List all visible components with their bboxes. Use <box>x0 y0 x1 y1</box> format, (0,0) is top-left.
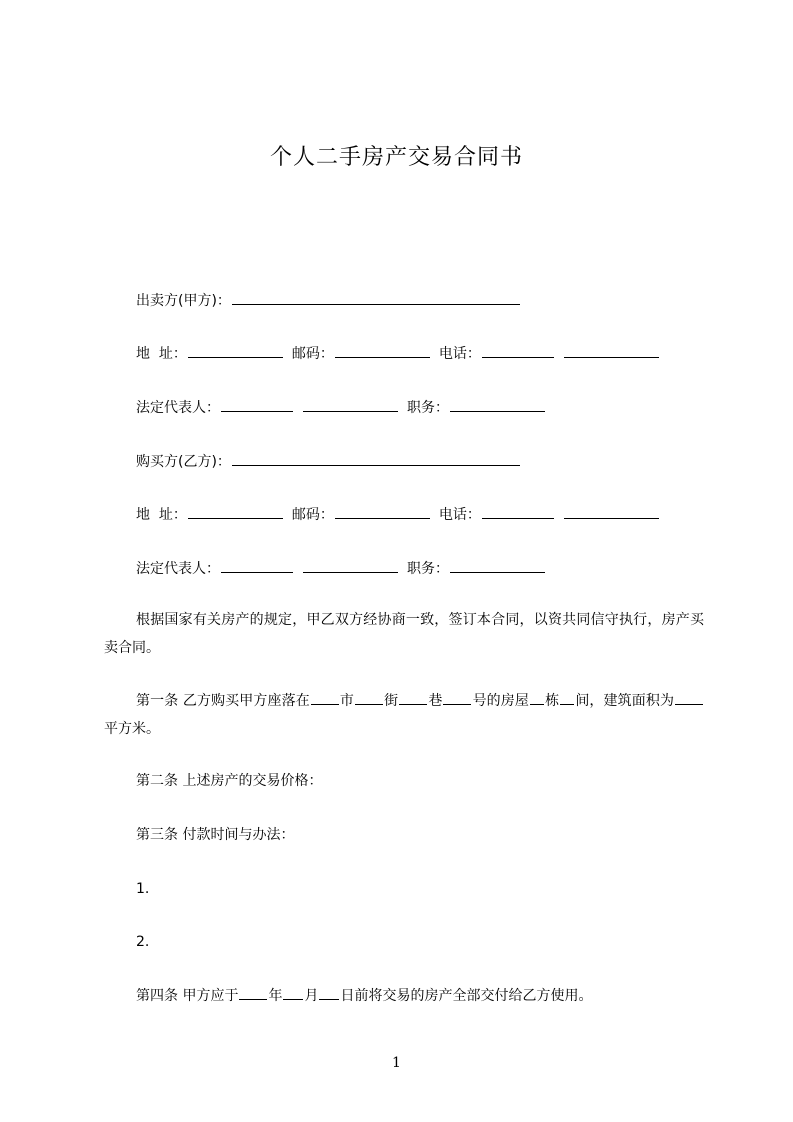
seller-name-line <box>136 291 521 311</box>
page-number: 1 <box>392 1055 401 1071</box>
seller-address-blank[interactable] <box>188 344 283 358</box>
buyer-address-label: 地 址： <box>136 507 187 523</box>
seller-postcode-label: 邮码： <box>291 346 334 362</box>
year-blank[interactable] <box>239 986 267 1000</box>
buyer-rep-blank[interactable] <box>221 559 293 573</box>
lane-blank[interactable] <box>399 691 427 705</box>
seller-label: 出卖方(甲方)： <box>136 293 231 309</box>
seller-phone-blank-2[interactable] <box>564 344 659 358</box>
seller-rep-line <box>136 398 546 418</box>
document-title: 个人二手房产交易合同书 <box>269 145 523 170</box>
seller-position-label: 职务： <box>407 400 449 416</box>
seller-rep-blank-2[interactable] <box>303 398 398 412</box>
article-4-text-2: 年 <box>268 988 283 1004</box>
article-1-text-2: 市 <box>339 693 355 709</box>
article-1-text-5: 号的房屋 <box>472 693 529 709</box>
city-blank[interactable] <box>311 691 339 705</box>
seller-name-blank[interactable] <box>232 291 520 305</box>
buyer-rep-label: 法定代表人： <box>136 561 220 577</box>
buyer-rep-blank-2[interactable] <box>303 559 398 573</box>
payment-item-1: 1. <box>136 881 150 897</box>
article-1-text-6: 栋 <box>545 693 560 709</box>
article-1-text-9: 平方米。 <box>104 721 160 737</box>
seller-rep-label: 法定代表人： <box>136 400 220 416</box>
article-4-text-4: 日前将交易的房产全部交付给乙方使用。 <box>340 988 593 1004</box>
buyer-postcode-blank[interactable] <box>335 505 430 519</box>
seller-postcode-blank[interactable] <box>335 344 430 358</box>
seller-position-blank[interactable] <box>450 398 545 412</box>
seller-phone-label: 电话： <box>438 346 481 362</box>
seller-phone-blank[interactable] <box>482 344 554 358</box>
buyer-position-label: 职务： <box>407 561 449 577</box>
room-blank[interactable] <box>560 691 574 705</box>
day-blank[interactable] <box>319 986 339 1000</box>
buyer-address-line <box>136 505 660 525</box>
article-4-text-1: 第四条 甲方应于 <box>136 988 239 1004</box>
article-1 <box>104 687 704 743</box>
area-blank[interactable] <box>675 691 703 705</box>
buyer-phone-blank[interactable] <box>482 505 554 519</box>
seller-address-label: 地 址： <box>136 346 187 362</box>
article-1-text-7: 间，建筑 <box>575 693 632 709</box>
month-blank[interactable] <box>283 986 303 1000</box>
number-blank[interactable] <box>443 691 471 705</box>
article-4 <box>136 986 592 1006</box>
buyer-rep-line <box>136 559 546 579</box>
buyer-address-blank[interactable] <box>188 505 283 519</box>
article-2: 第二条 上述房产的交易价格： <box>136 773 323 789</box>
building-blank[interactable] <box>530 691 544 705</box>
buyer-position-blank[interactable] <box>450 559 545 573</box>
seller-rep-blank[interactable] <box>221 398 293 412</box>
buyer-phone-blank-2[interactable] <box>564 505 659 519</box>
article-4-text-3: 月 <box>304 988 319 1004</box>
seller-address-line <box>136 344 660 364</box>
payment-item-2: 2. <box>136 934 150 950</box>
article-3: 第三条 付款时间与办法： <box>136 827 295 843</box>
intro-paragraph: 根据国家有关房产的规定，甲乙双方经协商一致，签订本合同，以资共同信守执行，房产买卖合同。 <box>104 612 704 656</box>
buyer-name-line <box>136 452 521 472</box>
article-1-text-4: 巷 <box>428 693 443 709</box>
buyer-phone-label: 电话： <box>438 507 481 523</box>
buyer-name-blank[interactable] <box>232 452 520 466</box>
article-1-text-3: 街 <box>384 693 399 709</box>
buyer-label: 购买方(乙方)： <box>136 454 231 470</box>
street-blank[interactable] <box>355 691 383 705</box>
buyer-postcode-label: 邮码： <box>291 507 334 523</box>
article-1-text-1: 第一条 乙方购买甲方座落在 <box>136 693 310 709</box>
article-1-text-8: 面积为 <box>631 693 675 709</box>
